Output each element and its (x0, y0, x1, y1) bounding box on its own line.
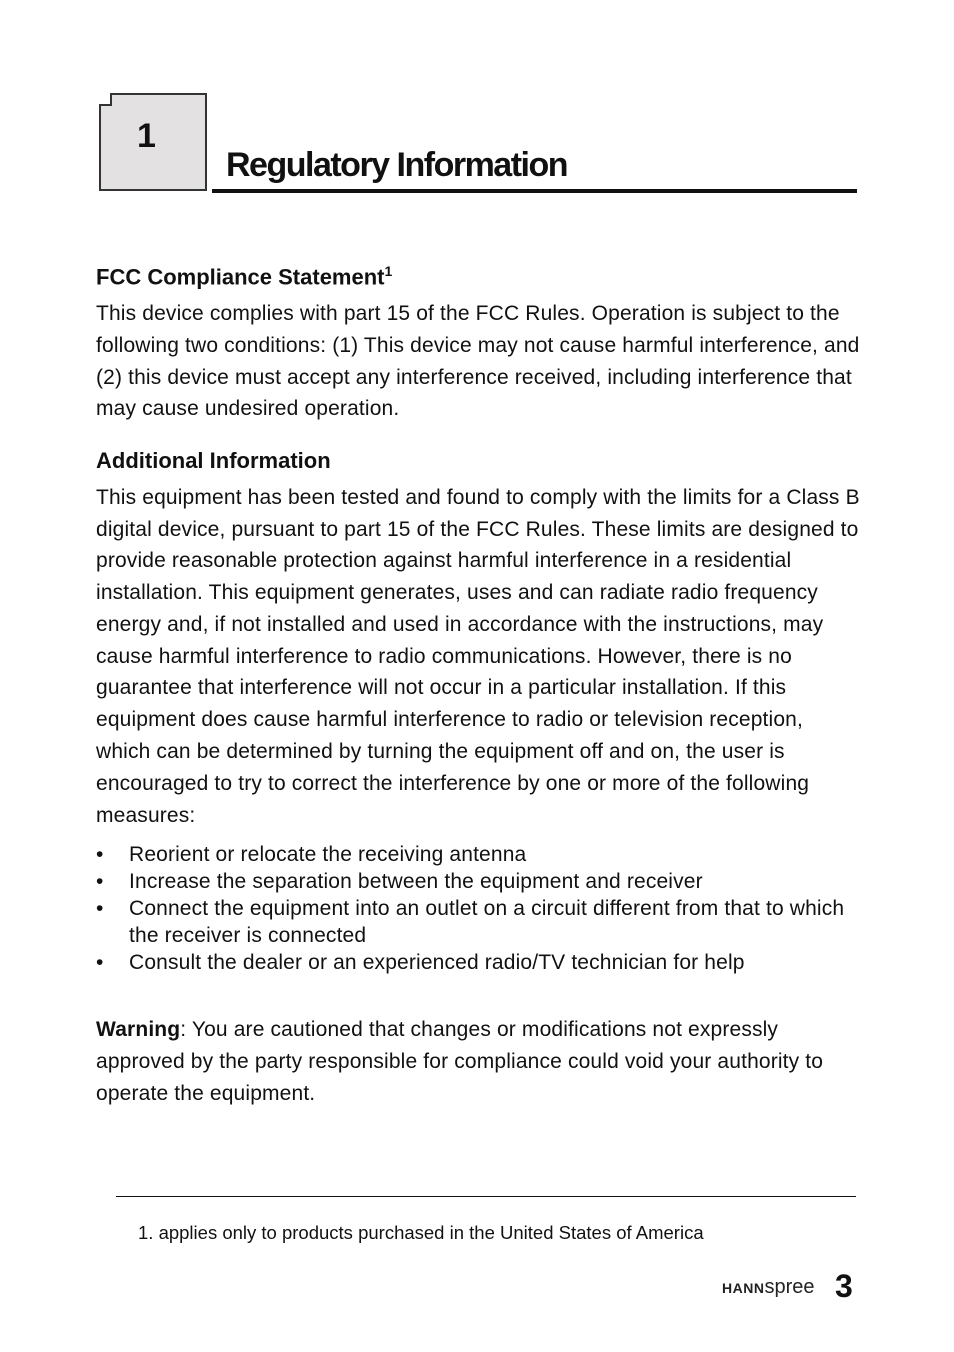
warning-text: : You are cautioned that changes or modifications not expressly approved by the party responsible for compliance could void your authority to operate the equipment. (96, 1018, 824, 1106)
warning-label: Warning (96, 1018, 181, 1042)
fcc-heading-text: FCC Compliance Statement (96, 264, 385, 290)
additional-body: This equipment has been tested and found to comply with the limits for a Class B digital device, pursuant to part 15 of the FCC Rules. These limits are designed to provide reasonable protection against harmful interference in a residential installation. This equipment generates, uses and can radiate radio frequency energy and, if not installed and used in accordance with the instructions, may cause harmful interference to radio communications. However, there is no guarantee that interference will not occur in a particular installation. If this equipment does cause harmful interference to radio or television reception, which can be determined by turning the equipment off and on, the user is encouraged to try to correct the interference by one or more of the following measures: (96, 485, 860, 827)
chapter-title: Regulatory Information (226, 146, 568, 184)
warning-paragraph (96, 1014, 861, 1109)
measures-list (96, 841, 861, 976)
fcc-body: This device complies with part 15 of the FCC Rules. Operation is subject to the following two conditions: (1) This device may not cause harmful interference, and (2) this device must accept any interference received, including interference that may cause undesired operation. (96, 301, 860, 421)
chapter-number-box (99, 93, 207, 191)
fcc-compliance-section (96, 262, 861, 425)
additional-heading: Additional Information (96, 448, 331, 474)
brand-bold: HANN (722, 1280, 765, 1296)
title-rule (212, 189, 857, 193)
page-content (96, 262, 861, 1110)
footnote: 1. applies only to products purchased in the United States of America (138, 1222, 704, 1243)
page-number: 3 (835, 1268, 853, 1304)
footnote-marker: 1 (384, 263, 393, 279)
list-item: • Reorient or relocate the receiving antenna (96, 841, 861, 868)
footnote-rule (116, 1196, 856, 1197)
list-item: • Consult the dealer or an experienced radio/TV technician for help (96, 949, 861, 976)
brand-logo (722, 1276, 814, 1299)
list-item: • Increase the separation between the equipment and receiver (96, 868, 861, 895)
fcc-heading (96, 262, 861, 292)
additional-info-section (96, 447, 861, 976)
chapter-number: 1 (137, 117, 156, 155)
brand-light: spree (764, 1276, 815, 1298)
list-item: • Connect the equipment into an outlet on a circuit different from that to which the receiver is connected (96, 895, 861, 949)
